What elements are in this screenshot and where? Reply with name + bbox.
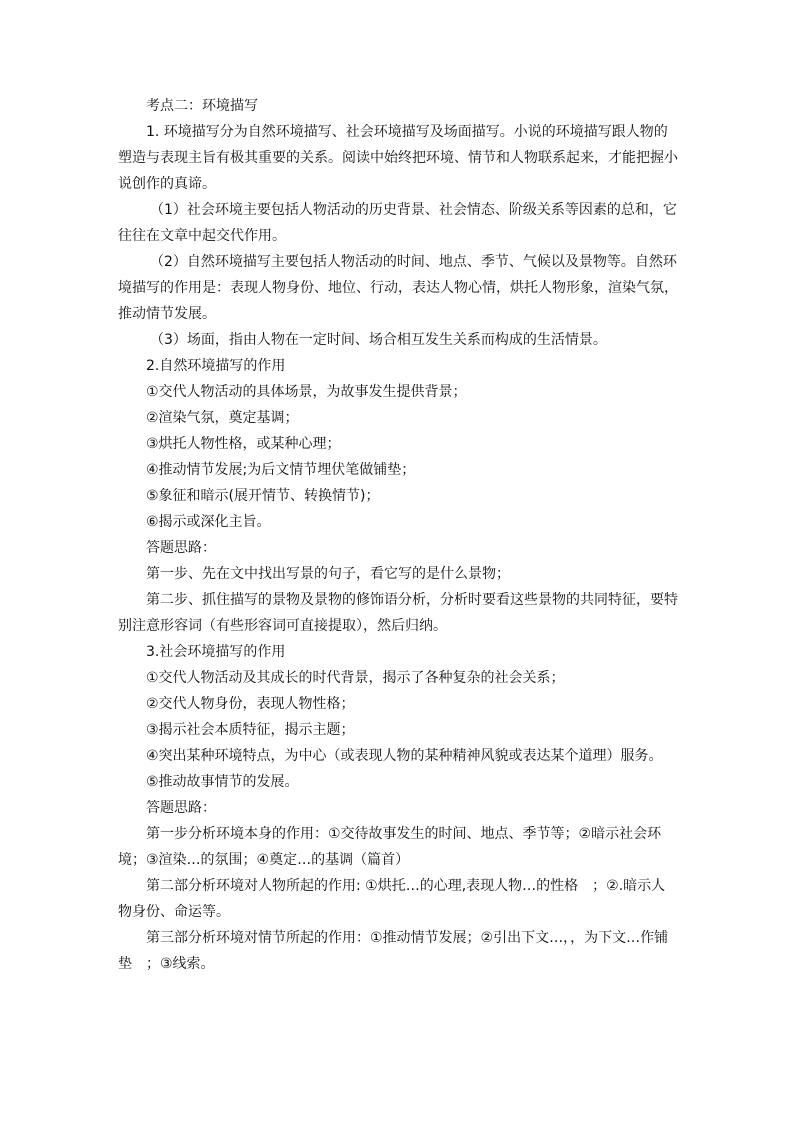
list-item: ⑤推动故事情节的发展。	[146, 774, 299, 790]
list-item: ④突出某种环境特点，为中心（或表现人物的某种精神风貌或表达某个道理）服务。	[146, 748, 663, 764]
section-title: 考点二：环境描写	[146, 98, 258, 114]
list-item: ③烘托人物性格，或某种心理；	[146, 436, 341, 452]
intro-paragraph: 1. 环境描写分为自然环境描写、社会环境描写及场面描写。小说的环境描写跟人物的塑造与表现主旨有极其重要的关系。阅读中始终把环境、情节和人物联系起来，才能把握小说创作的真谛。	[118, 124, 678, 192]
list-item: ③揭示社会本质特征，揭示主题；	[146, 722, 355, 738]
list-item: ④推动情节发展;为后文情节埋伏笔做铺垫；	[146, 462, 416, 478]
social-environment-item: （1）社会环境主要包括人物活动的历史背景、社会情态、阶级关系等因素的总和，它往往在文章中起交代作用。	[118, 202, 677, 244]
approach-step: 第三部分析环境对情节所起的作用：①推动情节发展；②引出下文…，，为下文…作铺垫 ；③线索。	[118, 930, 669, 972]
approach-label: 答题思路：	[146, 540, 216, 556]
list-item: ⑥揭示或深化主旨。	[146, 514, 271, 530]
natural-section-heading: 2.自然环境描写的作用	[146, 358, 286, 374]
document-body	[118, 89, 678, 977]
list-item: ①交代人物活动及其成长的时代背景，揭示了各种复杂的社会关系；	[146, 670, 565, 686]
natural-environment-item: （2）自然环境描写主要包括人物活动的时间、地点、季节、气候以及景物等。自然环境描写的作用是：表现人物身份、地位、行动，表达人物心情，烘托人物形象，渲染气氛，推动情节发展。	[118, 254, 678, 322]
approach-step: 第二步、抓住描写的景物及景物的修饰语分析，分析时要看这些景物的共同特征，要特别注意形容词（有些形容词可直接提取），然后归纳。	[118, 592, 678, 634]
approach-step: 第一步、先在文中找出写景的句子，看它写的是什么景物；	[146, 566, 510, 582]
social-section-heading: 3.社会环境描写的作用	[146, 644, 286, 660]
approach-label: 答题思路：	[146, 800, 216, 816]
scene-item: （3）场面，指由人物在一定时间、场合相互发生关系而构成的生活情景。	[150, 332, 607, 348]
list-item: ②渲染气氛，奠定基调；	[146, 410, 299, 426]
list-item: ①交代人物活动的具体场景，为故事发生提供背景；	[146, 384, 467, 400]
list-item: ②交代人物身份，表现人物性格；	[146, 696, 355, 712]
approach-step: 第一步分析环境本身的作用：①交待故事发生的时间、地点、季节等；②暗示社会环境；③渲染…的氛围；④奠定…的基调（篇首）	[118, 826, 662, 868]
list-item: ⑤象征和暗示(展开情节、转换情节)；	[146, 488, 380, 504]
approach-step: 第二部分析环境对人物所起的作用: ①烘托…的心理,表现人物…的性格 ；②.暗示人物身份、命运等。	[118, 878, 666, 920]
